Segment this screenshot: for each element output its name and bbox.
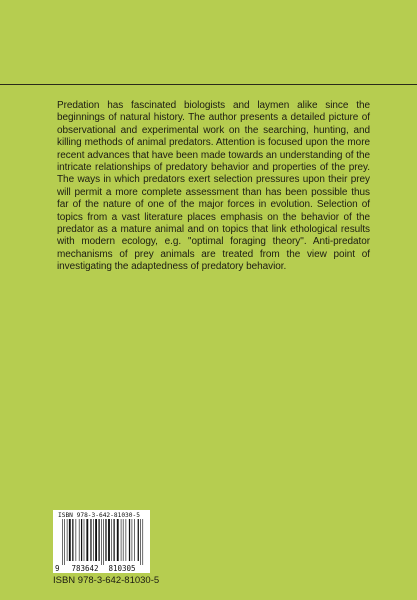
barcode-isbn-label: ISBN 978-3-642-81030-5	[58, 512, 140, 519]
barcode-bar	[64, 519, 65, 565]
barcode-bar	[69, 519, 71, 561]
barcode-left-digits: 783642	[71, 564, 99, 573]
barcode-bar	[81, 519, 82, 561]
barcode-bar	[101, 519, 102, 565]
barcode-bar	[117, 519, 119, 561]
barcode-bar	[105, 519, 106, 561]
barcode-bar	[93, 519, 94, 561]
barcode-bar	[98, 519, 99, 561]
barcode-bar	[72, 519, 73, 561]
barcode-bar	[62, 519, 63, 565]
barcode-bar	[123, 519, 124, 561]
barcode-bars	[53, 510, 150, 573]
divider-rule	[0, 84, 417, 85]
barcode-bar	[113, 519, 114, 561]
barcode-bar	[76, 519, 77, 561]
barcode-bar	[134, 519, 135, 561]
barcode-bar	[142, 519, 143, 565]
barcode-bar	[67, 519, 68, 561]
barcode-bar	[103, 519, 104, 565]
barcode-bar	[121, 519, 122, 561]
barcode-bar	[90, 519, 91, 561]
barcode-bar	[108, 519, 110, 561]
isbn-text: ISBN 978-3-642-81030-5	[53, 575, 160, 586]
barcode-bar	[132, 519, 133, 561]
barcode-lead-digit: 9	[55, 564, 60, 573]
barcode-bar	[126, 519, 127, 561]
barcode-bar	[111, 519, 112, 561]
barcode-bar	[129, 519, 130, 561]
barcode-right-digits: 810305	[108, 564, 136, 573]
barcode-bar	[140, 519, 141, 565]
barcode-bar	[138, 519, 139, 561]
barcode-bar	[84, 519, 85, 561]
barcode	[53, 510, 150, 573]
barcode-bar	[86, 519, 88, 561]
barcode-bar	[79, 519, 80, 561]
barcode-bar	[95, 519, 97, 561]
back-cover-blurb: Predation has fascinated biologists and laymen alike since the beginnings of natural history. The author presents a detailed picture of observational and experimental work on the searching, hunting, and killing methods of animal predators. Attention is focused upon the more recent advances that have been made towards an understanding of the intricate relationships of predatory behavior and properties of the prey. The ways in which predators exert selection pressures upon their prey will permit a more complete assessment than has been possible thus far of the nature of one of the major forces in evolution. Selection of topics from a vast literature places emphasis on the behavior of the predator as a mature animal and on topics that link ethological results with modern ecology, e.g. ''optimal foraging theory''. Anti-predator mechanisms of prey animals are treated from the view point of investigating the adaptedness of predatory behavior.	[57, 100, 370, 273]
